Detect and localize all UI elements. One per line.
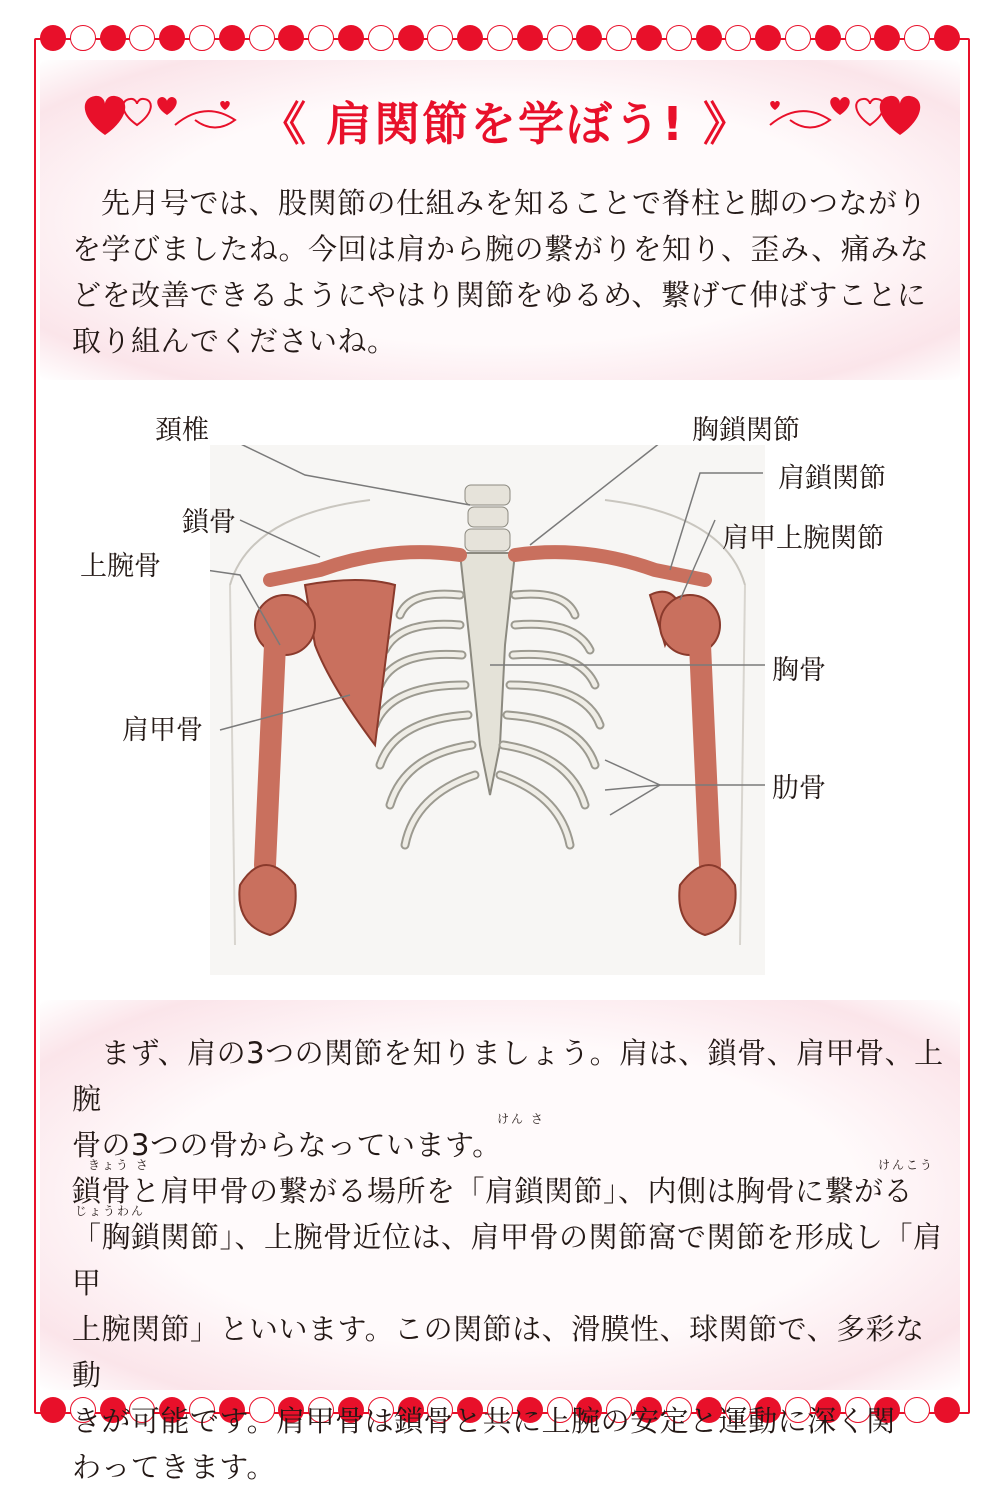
left-hearts-ornament bbox=[75, 80, 250, 150]
ruby-kensa: けん さ bbox=[497, 1112, 545, 1126]
ruby-kenkou: けんこう bbox=[878, 1158, 935, 1172]
border-dot bbox=[457, 25, 483, 51]
label-ribs: 肋骨 bbox=[772, 773, 826, 804]
border-dot bbox=[576, 25, 602, 51]
body-line: 鎖骨と肩甲骨の繋がる場所を「肩鎖関節」、内側は胸骨に繋がる bbox=[72, 1174, 914, 1208]
body-line: きが可能です。肩甲骨は鎖骨と共に上腕の安定と運動に深く関 bbox=[72, 1404, 896, 1438]
border-dot bbox=[40, 25, 66, 51]
body-line: 骨の3つの骨からなっています。 bbox=[72, 1128, 502, 1162]
skeleton-illustration bbox=[210, 445, 765, 975]
border-dot bbox=[934, 25, 960, 51]
border-dot bbox=[338, 25, 364, 51]
label-scapula: 肩甲骨 bbox=[122, 715, 203, 746]
page-title: 《 肩関節を学ぼう! 》 bbox=[260, 97, 752, 151]
border-dot bbox=[189, 25, 215, 51]
border-dot bbox=[129, 25, 155, 51]
border-dot bbox=[636, 25, 662, 51]
border-dot bbox=[666, 25, 692, 51]
border-dot bbox=[785, 25, 811, 51]
right-hearts-ornament bbox=[750, 80, 930, 150]
body-paragraph bbox=[72, 1030, 952, 1490]
border-dot bbox=[696, 25, 722, 51]
border-dot bbox=[874, 25, 900, 51]
border-dot bbox=[487, 25, 513, 51]
border-dot bbox=[398, 25, 424, 51]
border-dot bbox=[845, 25, 871, 51]
border-dot bbox=[219, 25, 245, 51]
intro-text: 先月号では、股関節の仕組みを知ることで脊柱と脚のつながりを学びましたね。今回は肩から腕の繋がりを知り、歪み、痛みなどを改善できるようにやはり関節をゆるめ、繋げて伸ばすことに取り組んでくださいね。 bbox=[72, 186, 930, 358]
border-dot bbox=[606, 25, 632, 51]
label-sternoclavicular: 胸鎖関節 bbox=[692, 415, 800, 446]
border-dot bbox=[427, 25, 453, 51]
label-acromioclavicular: 肩鎖関節 bbox=[778, 463, 886, 494]
border-dot bbox=[517, 25, 543, 51]
border-dot bbox=[159, 25, 185, 51]
title-row bbox=[60, 80, 940, 160]
border-dot bbox=[368, 25, 394, 51]
border-dot bbox=[308, 25, 334, 51]
ruby-jouwan: じょうわん bbox=[75, 1204, 146, 1218]
body-line: わってきます。 bbox=[72, 1450, 276, 1484]
label-glenohumeral: 肩甲上腕関節 bbox=[722, 523, 884, 554]
label-cervical: 頚椎 bbox=[155, 415, 209, 446]
border-dot bbox=[70, 25, 96, 51]
label-humerus: 上腕骨 bbox=[80, 551, 161, 582]
label-sternum: 胸骨 bbox=[772, 655, 826, 686]
border-dot bbox=[725, 25, 751, 51]
body-line: まず、肩の3つの関節を知りましょう。肩は、鎖骨、肩甲骨、上腕 bbox=[72, 1036, 944, 1116]
body-line: 「胸鎖関節」、上腕骨近位は、肩甲骨の関節窩で関節を形成し「肩甲 bbox=[72, 1220, 943, 1300]
border-dot bbox=[249, 25, 275, 51]
body-line: 上腕関節」といいます。この関節は、滑膜性、球関節で、多彩な動 bbox=[72, 1312, 925, 1392]
ruby-kyousa: きょう さ bbox=[88, 1158, 150, 1172]
top-dot-border bbox=[40, 22, 960, 54]
intro-paragraph bbox=[72, 180, 937, 364]
border-dot bbox=[904, 25, 930, 51]
border-dot bbox=[547, 25, 573, 51]
border-dot bbox=[40, 1397, 66, 1423]
border-dot bbox=[755, 25, 781, 51]
label-clavicle: 鎖骨 bbox=[182, 507, 236, 538]
border-dot bbox=[100, 25, 126, 51]
border-dot bbox=[278, 25, 304, 51]
border-dot bbox=[815, 25, 841, 51]
